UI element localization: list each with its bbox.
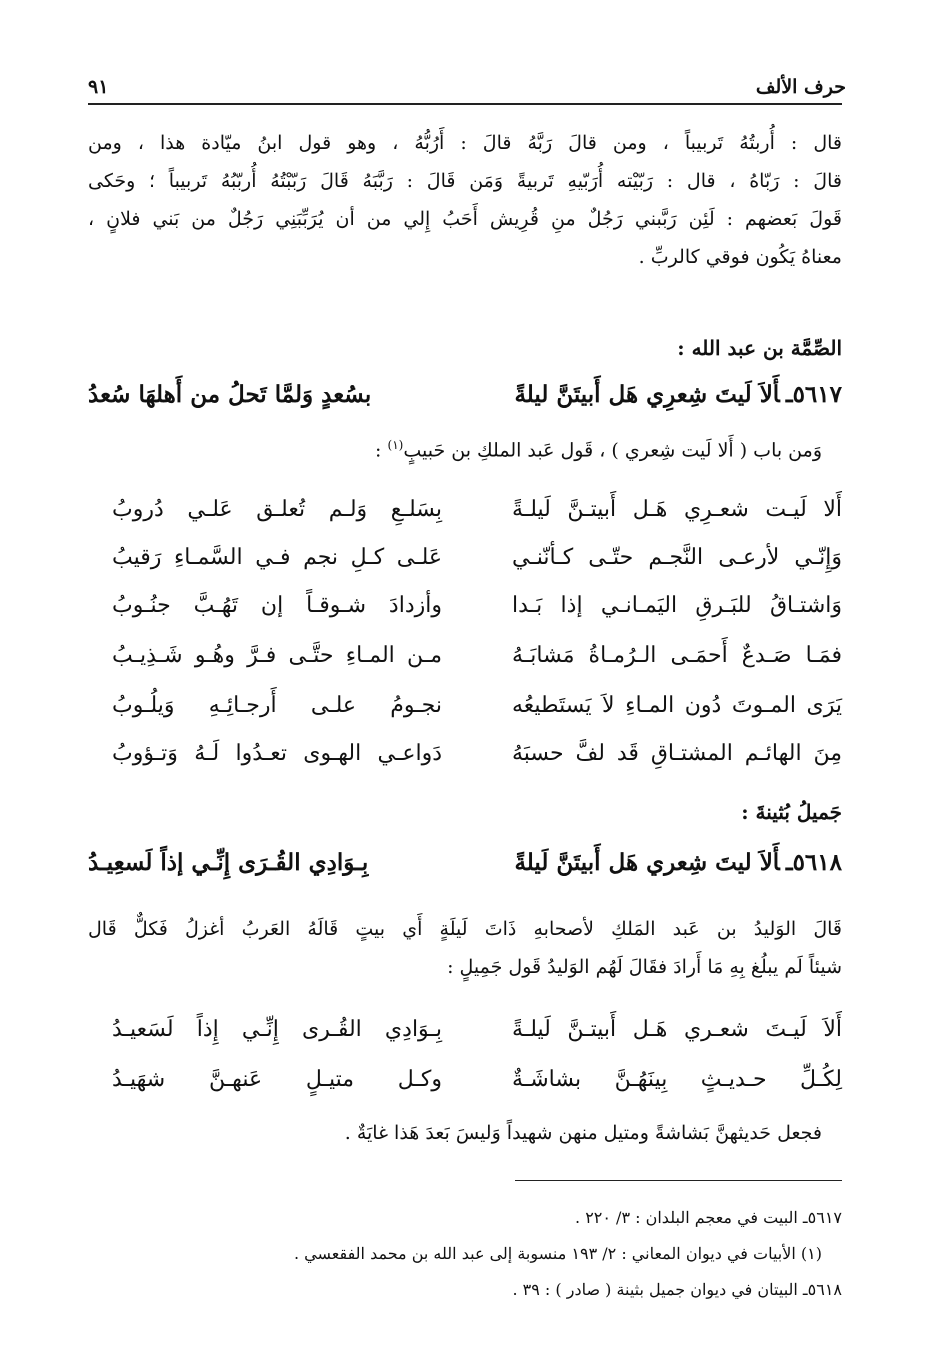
poem-second-hemistich: مـن المـاءِ حتَّـى فـرَّ وهُـو شَـذِيـبُ (112, 642, 442, 668)
footnote: ٥٦١٧ـ البيت في معجم البلدان : ٣/ ٢٢٠ . (575, 1208, 842, 1227)
verse-first-hemistich: ٥٦١٧ـأَلاَ لَيتَ شِعرِي هَل أَبيتَنَّ ليلةً (514, 380, 842, 408)
main-verse (88, 840, 842, 884)
poem-line (112, 534, 842, 580)
poem-second-hemistich: دَواعـي الهـوى تعـدُوا لَـهُ وَتـؤوبُ (112, 740, 442, 766)
chapter-title: حرف الألف (755, 76, 846, 98)
poem-line (112, 682, 842, 728)
poem-line (112, 1056, 842, 1102)
footnote: ٥٦١٨ـ البيتان في ديوان جميل بثينة ( صادر ) : ٣٩ . (512, 1280, 842, 1299)
verse-first-hemistich: ٥٦١٨ـأَلاَ ليتَ شِعري هَل أَبيتَنَّ لَيلةً (514, 848, 842, 876)
poem-line (112, 730, 842, 776)
verse-second-hemistich: بِـوَادِي القُـرَى إِنِّـي إذاً لَسعِيـدُ (88, 848, 369, 876)
footnote: (١) الأبيات في ديوان المعاني : ٢/ ١٩٣ منسوبة إلى عبد الله بن محمد الفقعسي . (293, 1244, 822, 1263)
poem-first-hemistich: أَلا لَيـت شعـرِي هَـل أَبيتـنَّ لَيلـةً (512, 496, 842, 522)
footnote-rule (515, 1180, 842, 1181)
page-header (88, 58, 846, 98)
main-verse (88, 372, 842, 416)
paragraph-line: معناهُ يَكُون فوقي كالربِّ . (638, 246, 842, 268)
closing-remark: فجعل حَديثهنَّ بَشاشةً ومتيل منهن شهيداً وَليسَ بَعدَ هَذا غايَةٌ . (344, 1122, 822, 1144)
verse-number: ٥٦١٨ـ (785, 848, 842, 876)
paragraph-line: شيئاً لَم يبلُغ بِهِ مَا أَرادَ فقَالَ لَهُم الوَليدُ قَول جَمِيلٍ : (447, 956, 842, 978)
verse-second-hemistich: بسُعدٍ وَلمَّا تَحلُ من أَهلهَا سُعدُ (88, 380, 372, 408)
poem-first-hemistich: وَاشتـاقُ للبَـرقِ اليَمـانـي إذا بَـدا (512, 592, 842, 618)
header-rule (88, 103, 842, 105)
poem-second-hemistich: وأزدادَ شـوقـاً إن تَهُـبَّ جنُـوبُ (112, 592, 442, 618)
poem-first-hemistich: لِكُـلِّ حـديـثٍ بِينَهُـنَّ بشاشَـةٌ (512, 1066, 842, 1092)
poem-first-hemistich: فمَـا صَـدعٌ أَحمَـى الـرُمـاةُ مَشابَـهُ (512, 642, 842, 668)
poem-line (112, 486, 842, 532)
paragraph-line: قَولَ بَعضهم : لَئِن رَبَّبني رَجُلٌ منِ قُرِيش أَحَبُ إِلي من أن يُرَبِّبَنِي رَجُلٌ من بَني فلانٍ ، (88, 208, 842, 230)
poem-second-hemistich: بِـوَادِي القُـرى إِنِّـي إِذاً لَسَعيـدُ (112, 1016, 442, 1042)
paragraph-line: قال : أُربتُهُ تَربيباً ، ومن قالَ رَبَّهُ قالَ : أَرُبُّهُ ، وهو قول ابنُ ميّادة هذا ، ومن (88, 132, 842, 154)
poem-second-hemistich: عَلـى كـلِ نجم فـي السَّمـاءِ رَقيبُ (112, 544, 442, 570)
poem-first-hemistich: مِنَ الهائـم المشتـاقِ قَد لفَّ حسبَهُ (512, 740, 842, 766)
anecdote-paragraph (88, 910, 842, 986)
page-number: ٩١ (88, 76, 109, 98)
poem-second-hemistich: بِسَلـعِ وَلـم تُعلـق عَلـي دُروبُ (112, 496, 442, 522)
poet-name: الصِّمَّة بن عبد الله : (677, 336, 842, 360)
footnote-ref: (١) (387, 438, 404, 452)
poem-second-hemistich: وكـل متيـلٍ عَنهـنَّ شهَيـدُ (112, 1066, 442, 1092)
poem-line (112, 1006, 842, 1052)
verse-intro: وَمن باب ( أَلا لَيت شِعري ) ، قَول عَبد الملكِ بن حَبيبٍ$^{(١)}$ : (375, 438, 822, 462)
paragraph-line: قَالَ الوَليدُ بن عَبد المَلكِ لأصحابهِ ذَاتَ لَيلَةٍ أَي بيتٍ قَالَهُ العَربُ أغزلُ فَكلٌّ قَال (88, 918, 842, 940)
poem-first-hemistich: يَرَى المـوتَ دُون المـاءِ لاَ يَستَطيعُه (512, 692, 842, 718)
intro-paragraph (88, 124, 842, 276)
paragraph-line: قالَ : رَبّاهُ ، قال : رَبّيْته أُرَبّيهِ تَربيةً وَمَن قَالَ : رَبَّبَهُ قَالَ رَبّبْتُهُ أُربّبُهُ تَربيباً ؛ وحَكى (88, 170, 842, 192)
poem-line (112, 632, 842, 678)
poet-name: جَميلُ بُثينةَ : (741, 800, 842, 824)
poem-first-hemistich: أَلاَ لَيـتَ شعـري هَـل أَبيتـنَّ لَيلـةً (512, 1016, 842, 1042)
poem-line (112, 582, 842, 628)
poem-first-hemistich: وَإِنّـي لأرعـى النَّجـم حتّـى كـأنّنـي (512, 544, 842, 570)
verse-number: ٥٦١٧ـ (785, 380, 842, 408)
poem-second-hemistich: نجـومُ علـى أَرجـائِـهِ وَيلُـوبُ (112, 692, 442, 718)
